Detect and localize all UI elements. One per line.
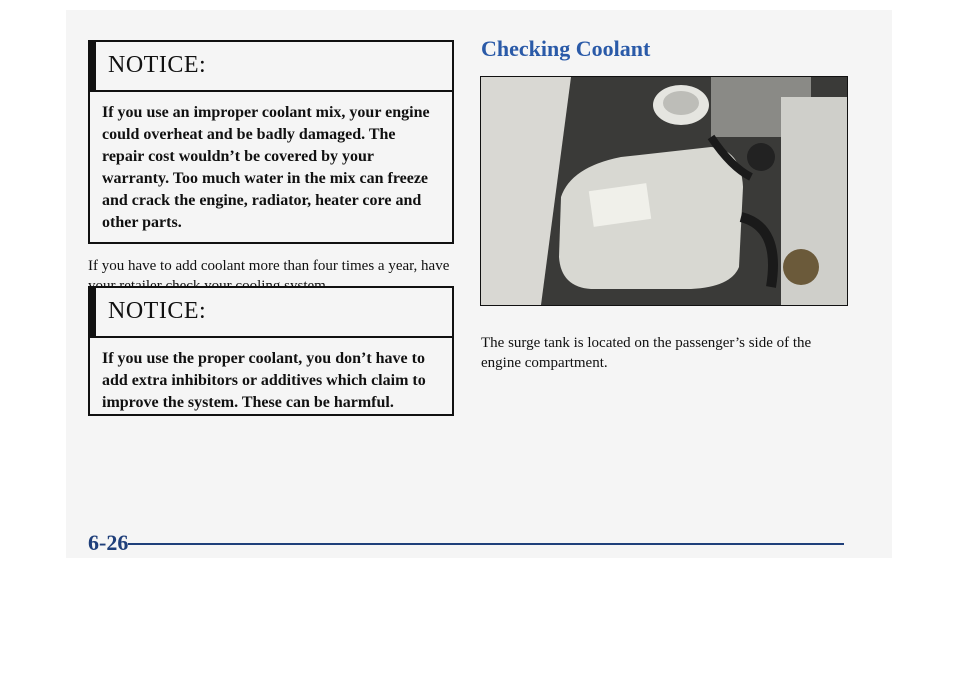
footer-rule [128,543,844,545]
notice-tab-mark [90,42,96,90]
notice-box-coolant-mix [88,40,454,244]
notice-header [90,42,452,92]
notice-body: If you use the proper coolant, you don’t have to add extra inhibitors or additives which claim to improve the system. These can be harmful. [102,350,426,411]
notice-title: NOTICE: [108,52,207,78]
notice-tab-mark [90,288,96,336]
section-title: Checking Coolant [481,36,651,61]
notice-title: NOTICE: [108,298,207,324]
engine-photo-illustration [481,77,847,305]
coolant-frequency-paragraph: If you have to add coolant more than four times a year, have [88,258,450,274]
notice-header [90,288,452,338]
page-number: 6-26 [88,530,129,555]
photo-caption: The surge tank is located on the passenger’s side of the engine compartment. [481,335,812,371]
notice-body: If you use an improper coolant mix, your engine could overheat and be badly damaged. The repair cost wouldn’t be covered by your warranty. Too much water in the mix can freeze and crack the engine, radiator, heater core and other parts. [102,104,430,231]
engine-compartment-photo [480,76,848,306]
notice-box-inhibitors [88,286,454,416]
